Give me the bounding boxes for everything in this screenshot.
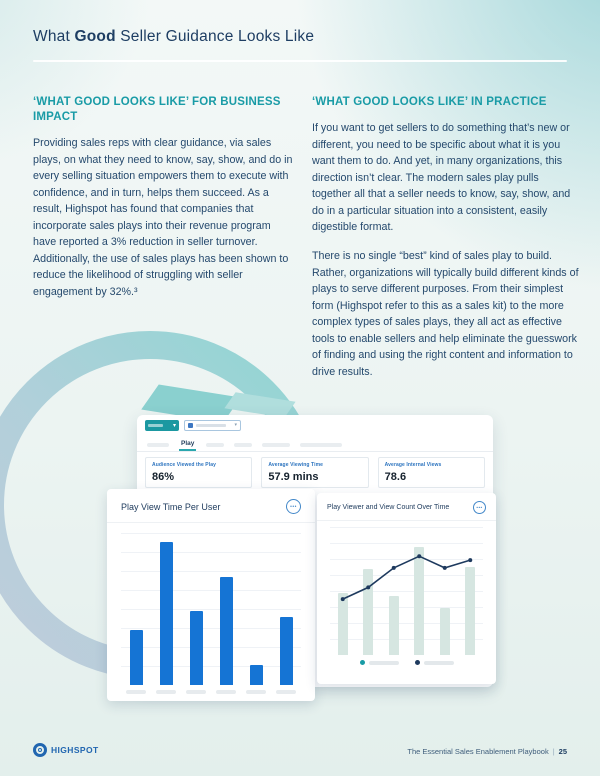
tab-placeholder[interactable] <box>206 443 224 447</box>
bar <box>280 617 293 685</box>
body-paragraph: Providing sales reps with clear guidance, via sales plays, on what they need to know, say, show, and do in every selling situation empowers them to execute with confidence, and in turn, helps them succeed. As a result, Highspot has found that companies that incorporate sales plays into their revenue program have reported a 3% reduction in seller turnover. Additionally, the use of sales plays has been shown to reduce the likelihood of struggling with seller engagement by 32%.³ <box>33 137 293 298</box>
bar <box>130 630 143 685</box>
metric-value: 86% <box>152 471 175 483</box>
header-divider <box>33 60 567 62</box>
x-label-placeholder <box>126 690 146 694</box>
legend-item-bars[interactable] <box>360 660 399 665</box>
metric-label: Audience Viewed the Play <box>152 462 216 468</box>
date-range-dropdown[interactable] <box>184 420 241 431</box>
brand-logo <box>33 743 99 757</box>
dropdown-value-placeholder <box>196 424 226 427</box>
x-label-placeholder <box>276 690 296 694</box>
tab-placeholder[interactable] <box>262 443 290 447</box>
page-title-suffix: Seller Guidance Looks Like <box>115 28 315 45</box>
filter-label-placeholder <box>148 424 163 427</box>
legend-dot-navy <box>415 660 420 665</box>
chart-card-header <box>107 489 315 523</box>
bar-series <box>121 533 301 685</box>
legend-label-placeholder <box>369 661 399 665</box>
footer-separator: | <box>552 747 555 756</box>
x-label-placeholder <box>246 690 266 694</box>
x-label-placeholder <box>186 690 206 694</box>
chevron-down-icon: ▾ <box>172 422 176 429</box>
x-label-placeholder <box>216 690 236 694</box>
highspot-logo-icon <box>33 743 47 757</box>
x-axis-label-placeholders <box>121 690 301 694</box>
page-number: 25 <box>558 747 567 756</box>
footer-page-info <box>407 747 567 756</box>
metric-label: Average Viewing Time <box>268 462 324 468</box>
page-title-bold: Good <box>74 28 116 45</box>
section-heading-in-practice: ‘WHAT GOOD LOOKS LIKE’ IN PRACTICE <box>312 96 547 108</box>
line-series <box>330 525 483 655</box>
metric-value: 78.6 <box>384 471 407 483</box>
chart-legend <box>317 660 496 665</box>
page-title-prefix: What <box>33 28 75 45</box>
right-column <box>312 95 579 393</box>
metric-cards <box>145 457 485 488</box>
filter-dropdown-button[interactable] <box>145 420 179 431</box>
chart-card-header <box>317 493 496 521</box>
metric-card-avg-viewing-time <box>261 457 368 488</box>
tab-play[interactable]: Play <box>179 438 196 451</box>
metric-value: 57.9 mins <box>268 471 319 483</box>
section-heading-business-impact: ‘WHAT GOOD LOOKS LIKE’ FOR BUSINESS IMPACT <box>33 96 281 124</box>
chart-card-play-view-time <box>107 489 315 701</box>
chevron-down-icon: ▾ <box>234 422 237 428</box>
legend-dot-teal <box>360 660 365 665</box>
tab-placeholder[interactable] <box>300 443 342 447</box>
book-title: The Essential Sales Enablement Playbook <box>407 747 549 756</box>
legend-label-placeholder <box>424 661 454 665</box>
left-column <box>33 95 296 313</box>
more-options-button[interactable]: ••• <box>473 501 486 514</box>
body-paragraph: If you want to get sellers to do something that’s new or different, you need to be specific about what it is you want them to do. And yet, in many organizations, this direction isn’t clear. The modern sales play pulls together all that a seller needs to know, say, show, and do in a particular situation into a consistent, easily digestible format. <box>312 122 571 233</box>
bar <box>250 665 263 685</box>
combo-chart-area <box>330 525 483 655</box>
bar-chart-area <box>121 533 301 685</box>
legend-item-line[interactable] <box>415 660 454 665</box>
chart-card-viewer-count-over-time <box>317 493 496 684</box>
page-title <box>33 28 314 46</box>
x-label-placeholder <box>156 690 176 694</box>
chart-title: Play Viewer and View Count Over Time <box>327 504 450 511</box>
bar <box>190 611 203 685</box>
metric-label: Average Internal Views <box>384 462 442 468</box>
bar <box>160 542 173 685</box>
tab-placeholder[interactable] <box>234 443 252 447</box>
body-paragraph: There is no single “best” kind of sales play to build. Rather, organizations will typically build different kinds of plays to serve different purposes. From their simplest form (Highspot refer to this as a sales kit) to the more complex types of sales plays, they all act as effective tools to enable sellers and help eliminate the guesswork of finding and using the right content and information to drive results. <box>312 250 579 378</box>
calendar-icon <box>188 423 193 428</box>
metric-card-audience-viewed <box>145 457 252 488</box>
tab-placeholder[interactable] <box>147 443 169 447</box>
brand-name: HIGHSPOT <box>51 745 99 755</box>
more-options-button[interactable]: ••• <box>286 499 301 514</box>
dashboard-tabs <box>137 438 493 452</box>
metric-card-avg-internal-views <box>378 457 485 488</box>
bar <box>220 577 233 685</box>
chart-title: Play View Time Per User <box>121 501 221 512</box>
